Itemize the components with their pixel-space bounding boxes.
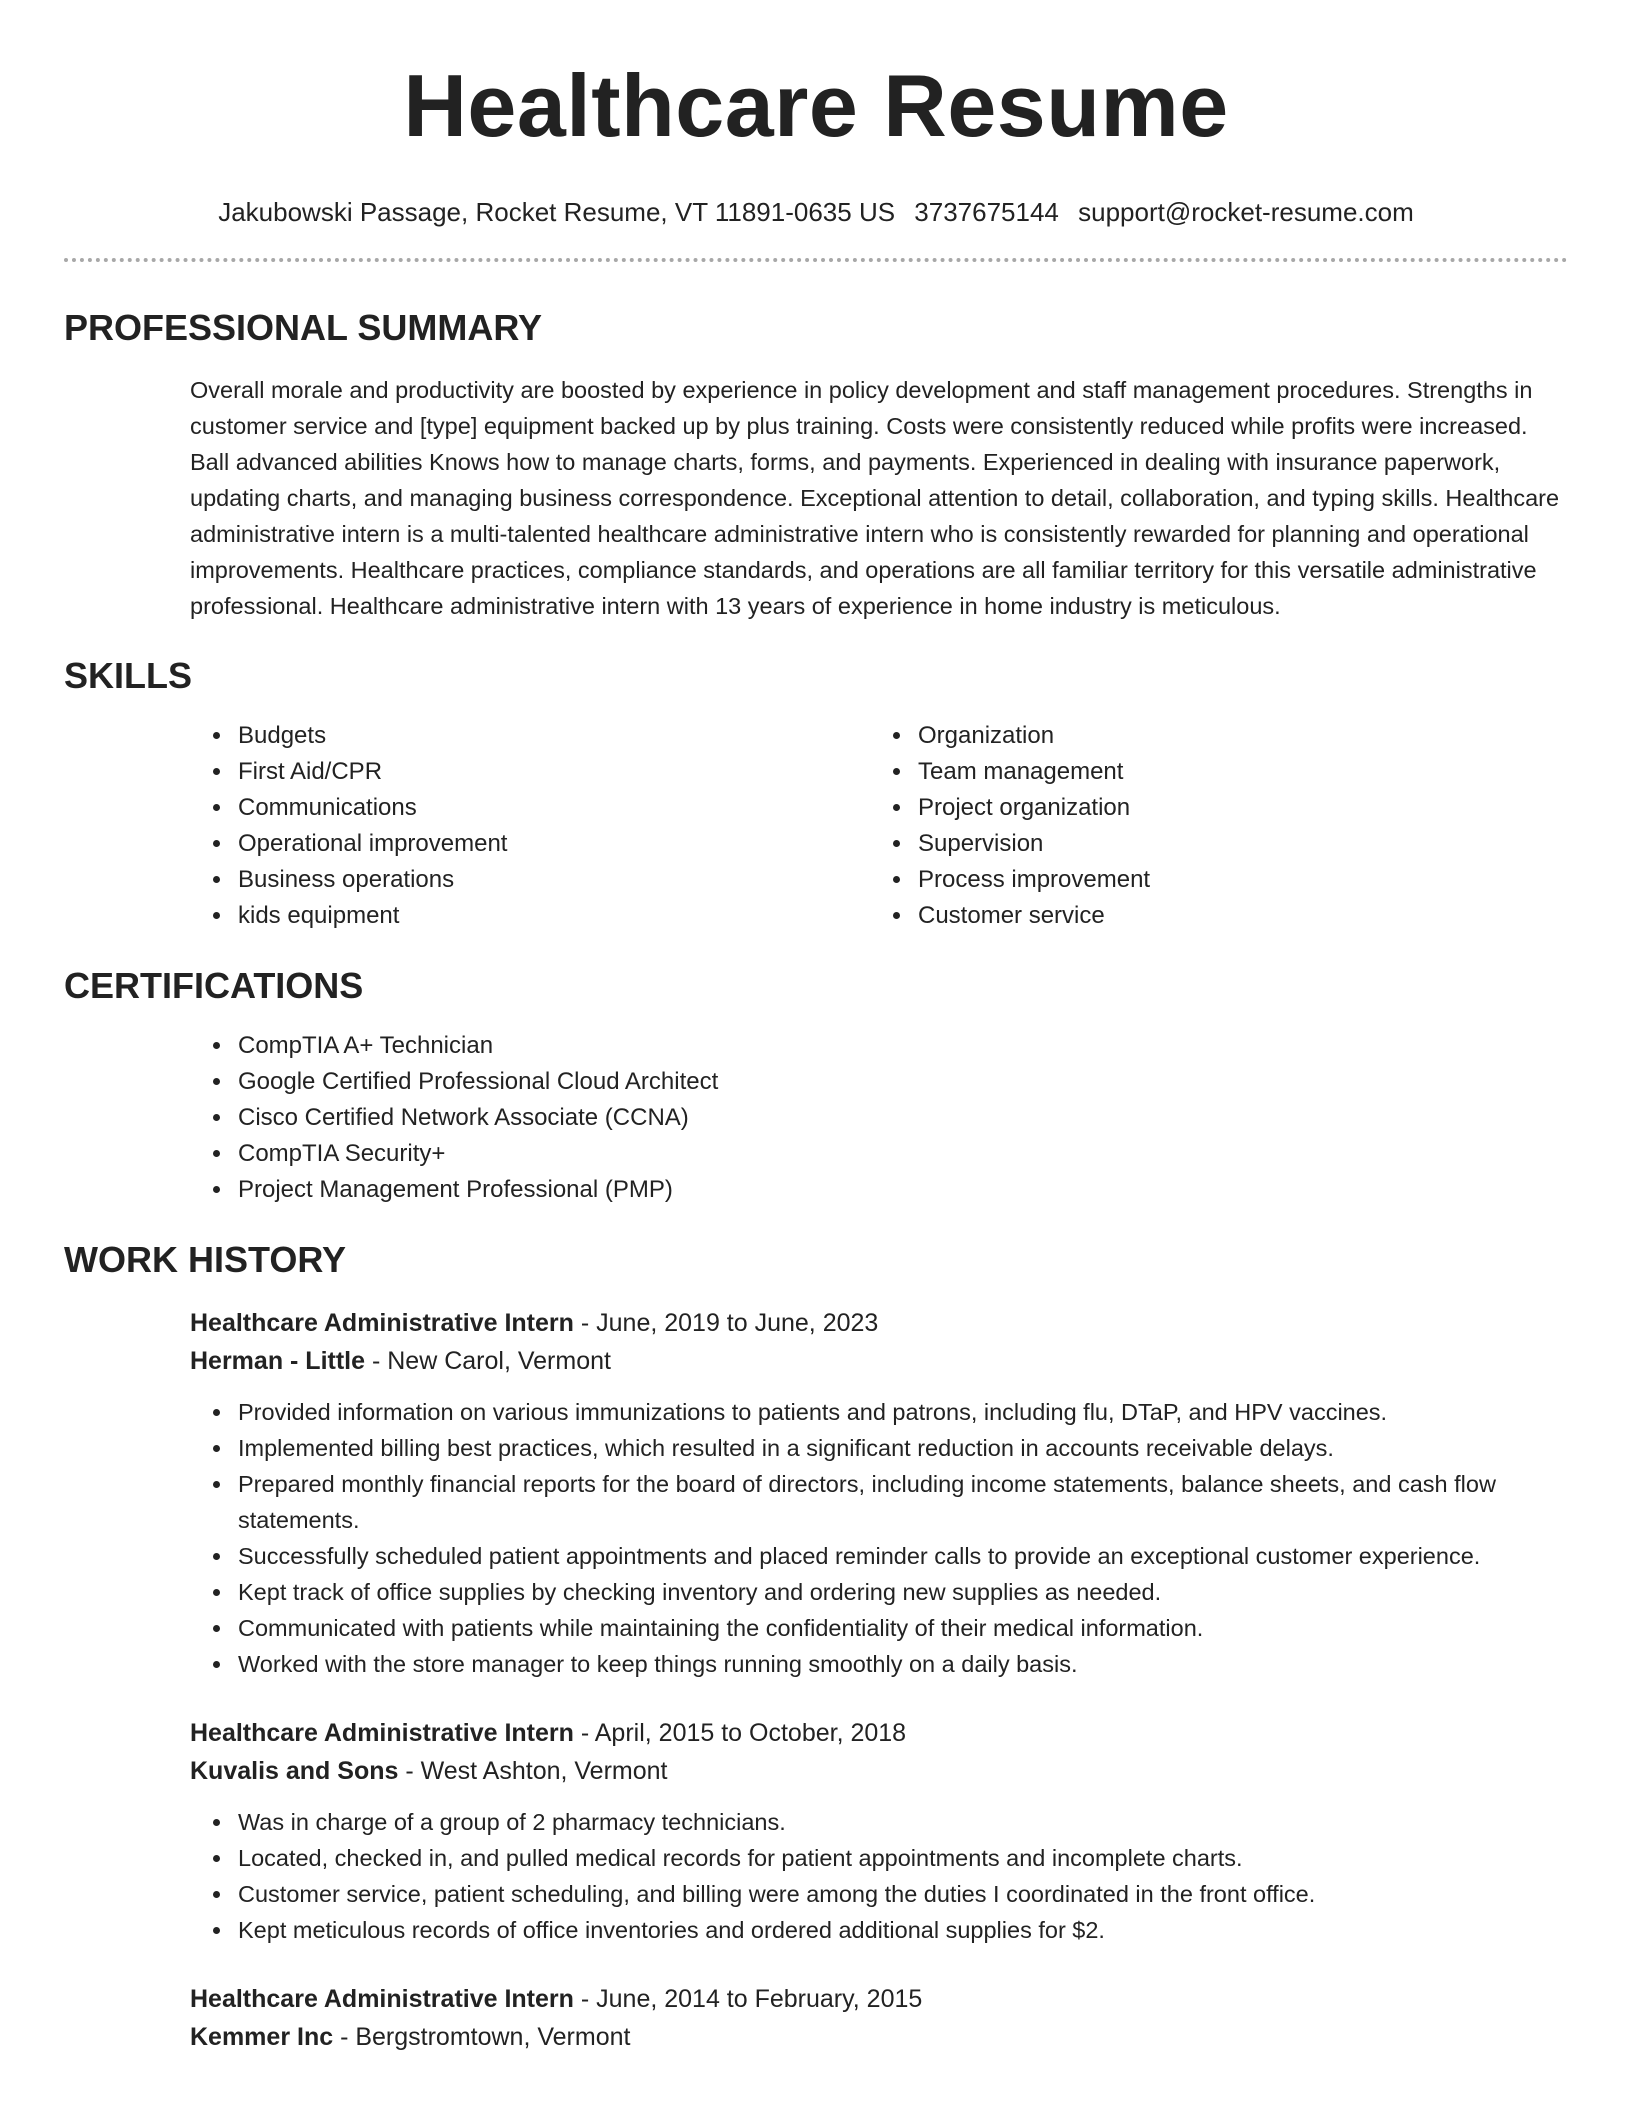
job-dates: - April, 2015 to October, 2018 (573, 1719, 907, 1747)
job-title-line (190, 1714, 1568, 1752)
job-duty: • Communicated with patients while maintaining the confidentiality of their medical information. (234, 1610, 1568, 1646)
job-title: Healthcare Administrative Intern (190, 1719, 574, 1747)
summary-text: Overall morale and productivity are boosted by experience in policy development and staff management procedures. Strengths in customer service and [type] equipment backed up by plus training. Costs were consistently reduced while profits were increased. Ball advanced abilities Knows how to manage charts, forms, and payments. Experienced in dealing with insurance paperwork, updating charts, and managing business correspondence. Exceptional attention to detail, collaboration, and typing skills. Healthcare administrative intern is a multi-talented healthcare administrative intern who is consistently rewarded for planning and operational improvements. Healthcare practices, compliance standards, and operations are all familiar territory for this versatile administrative professional. Healthcare administrative intern with 13 years of experience in home industry is meticulous. (190, 377, 1560, 619)
job-company: Herman - Little (190, 1347, 366, 1375)
job-duty: • Implemented billing best practices, which resulted in a significant reduction in accounts receivable delays. (234, 1430, 1568, 1466)
certification-item: • Cisco Certified Network Associate (CCNA) (234, 1100, 1568, 1136)
skill-item: • Project organization (914, 790, 1564, 826)
email-text: support@rocket-resume.com (1078, 197, 1414, 227)
job-duties-list (64, 1394, 1568, 1682)
job-duty: • Kept track of office supplies by checking inventory and ordering new supplies as needed. (234, 1574, 1568, 1610)
certification-item: • Project Management Professional (PMP) (234, 1172, 1568, 1208)
skills-list-left (64, 718, 744, 934)
work-history-heading: WORK HISTORY (64, 1239, 347, 1280)
job-duties-list (64, 1804, 1568, 1948)
job-location: - Bergstromtown, Vermont (333, 2023, 631, 2051)
certification-item: • Google Certified Professional Cloud Architect (234, 1064, 1568, 1100)
job-duty: • Located, checked in, and pulled medical records for patient appointments and incomplete charts. (234, 1840, 1568, 1876)
skill-item: • Operational improvement (234, 826, 744, 862)
job-dates: - June, 2019 to June, 2023 (573, 1309, 879, 1337)
job-duty: • Successfully scheduled patient appointments and placed reminder calls to provide an exceptional customer experience. (234, 1538, 1568, 1574)
job-company-line (190, 2018, 1568, 2056)
job-company-line (190, 1342, 1568, 1380)
job-dates: - June, 2014 to February, 2015 (573, 1985, 923, 2013)
skill-item: • Team management (914, 754, 1564, 790)
job-entry (64, 1980, 1568, 2056)
resume-title: Healthcare Resume (403, 56, 1229, 155)
job-duty: • Kept meticulous records of office inventories and ordered additional supplies for $2. (234, 1912, 1568, 1948)
skills-heading: SKILLS (64, 655, 193, 696)
job-title: Healthcare Administrative Intern (190, 1985, 574, 2013)
job-title-line (190, 1980, 1568, 2018)
job-duties (64, 1804, 1568, 1948)
skill-item: • First Aid/CPR (234, 754, 744, 790)
skill-item: • Budgets (234, 718, 744, 754)
job-location: - West Ashton, Vermont (398, 1757, 668, 1785)
certification-item: • CompTIA A+ Technician (234, 1028, 1568, 1064)
skills-list-right (744, 718, 1564, 934)
header-divider (64, 258, 1568, 262)
certifications-list (64, 1028, 1568, 1208)
contact-line (64, 196, 1568, 228)
summary-heading: PROFESSIONAL SUMMARY (64, 307, 543, 348)
skill-item: • Supervision (914, 826, 1564, 862)
certification-item: • CompTIA Security+ (234, 1136, 1568, 1172)
job-title: Healthcare Administrative Intern (190, 1309, 574, 1337)
certifications-heading: CERTIFICATIONS (64, 965, 364, 1006)
job-location: - New Carol, Vermont (365, 1347, 611, 1375)
skill-item: • Process improvement (914, 862, 1564, 898)
job-title-line (190, 1304, 1568, 1342)
skill-item: • Business operations (234, 862, 744, 898)
job-duty: • Worked with the store manager to keep things running smoothly on a daily basis. (234, 1646, 1568, 1682)
job-duties (64, 1394, 1568, 1682)
skill-item: • Organization (914, 718, 1564, 754)
job-company: Kemmer Inc (190, 2023, 334, 2051)
job-company-line (190, 1752, 1568, 1790)
skills-columns (64, 718, 1568, 934)
job-entry (64, 1714, 1568, 1948)
address-text: Jakubowski Passage, Rocket Resume, VT 11891-0635 US (218, 197, 896, 227)
job-duty: • Prepared monthly financial reports for the board of directors, including income statements, balance sheets, and cash flow statements. (234, 1466, 1568, 1538)
job-company: Kuvalis and Sons (190, 1757, 399, 1785)
skill-item: • kids equipment (234, 898, 744, 934)
job-duty: • Was in charge of a group of 2 pharmacy technicians. (234, 1804, 1568, 1840)
job-duty: • Customer service, patient scheduling, and billing were among the duties I coordinated in the front office. (234, 1876, 1568, 1912)
job-duty: • Provided information on various immunizations to patients and patrons, including flu, DTaP, and HPV vaccines. (234, 1394, 1568, 1430)
skill-item: • Customer service (914, 898, 1564, 934)
skill-item: • Communications (234, 790, 744, 826)
phone-text: 3737675144 (914, 197, 1059, 227)
job-entry (64, 1304, 1568, 1682)
